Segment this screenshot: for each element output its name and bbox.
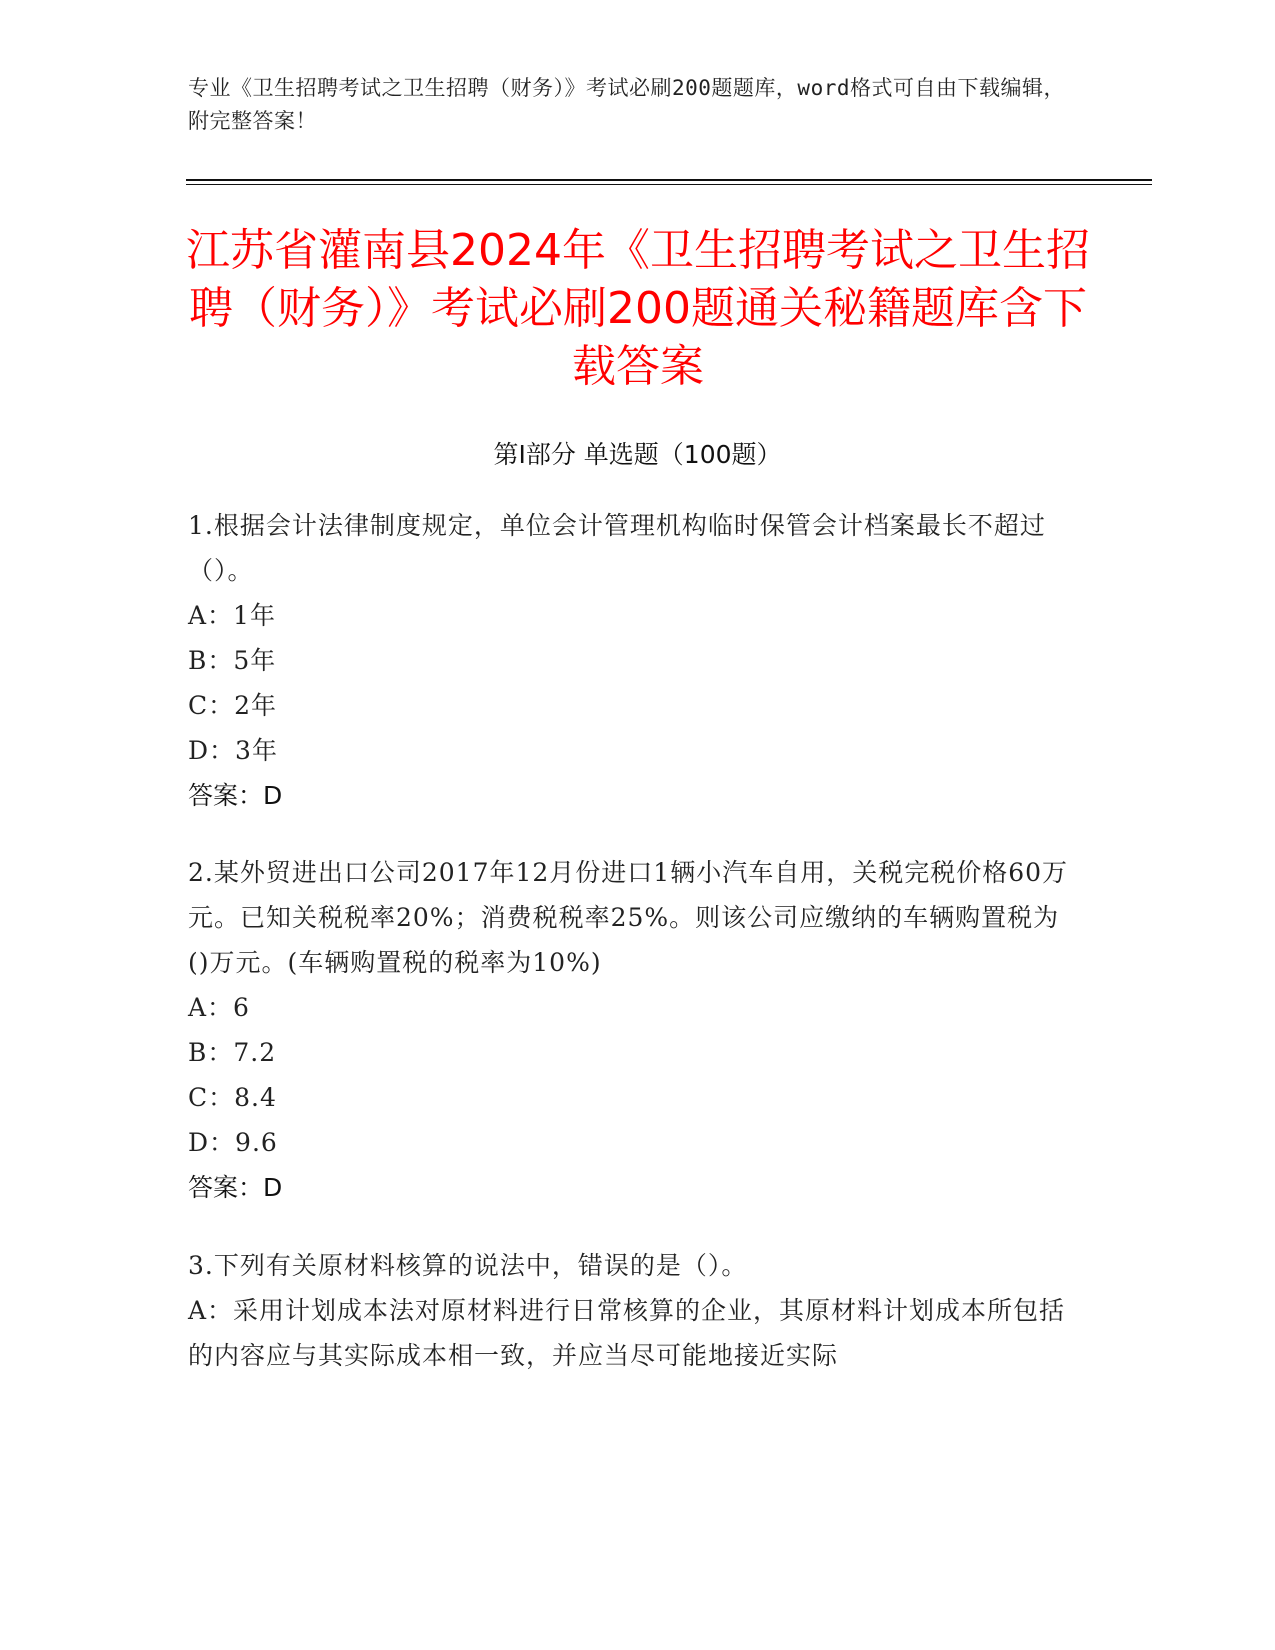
header-note: 专业《卫生招聘考试之卫生招聘（财务）》考试必刷200题题库，word格式可自由下载编辑，附完整答案！: [188, 76, 1065, 133]
question-2-option-c: C：8.4: [188, 1083, 277, 1112]
question-1-text: 1.根据会计法律制度规定，单位会计管理机构临时保管会计档案最长不超过（）。: [188, 511, 1046, 585]
question-1-option-c: C：2年: [188, 691, 278, 720]
question-2-text: 2.某外贸进出口公司2017年12月份进口1辆小汽车自用，关税完税价格60万元。已知关税税率20%；消费税税率25%。则该公司应缴纳的车辆购置税为()万元。(车辆购置税的税率为10%): [188, 858, 1069, 977]
question-1-option-a: A：1年: [188, 601, 276, 630]
question-2-option-a: A：6: [188, 993, 250, 1022]
question-1-option-b: B：5年: [188, 646, 277, 675]
header-rule-thick: [186, 179, 1152, 181]
header-rule-thin: [186, 184, 1152, 185]
question-1-option-d: D：3年: [188, 736, 278, 765]
document-title: 江苏省灌南县2024年《卫生招聘考试之卫生招聘（财务）》考试必刷200题通关秘籍题库含下载答案: [186, 225, 1090, 392]
question-3-text: 3.下列有关原材料核算的说法中，错误的是（）。: [188, 1251, 748, 1280]
question-1: [188, 503, 1068, 818]
question-2: [188, 850, 1068, 1210]
question-1-answer: 答案：D: [188, 781, 283, 810]
question-3-option-a: A：采用计划成本法对原材料进行日常核算的企业，其原材料计划成本所包括的内容应与其实际成本相一致，并应当尽可能地接近实际: [188, 1296, 1066, 1370]
question-2-option-b: B：7.2: [188, 1038, 277, 1067]
question-2-option-d: D：9.6: [188, 1128, 278, 1157]
question-3: [188, 1243, 1068, 1378]
question-2-answer: 答案：D: [188, 1173, 283, 1202]
section-title: 第Ⅰ部分 单选题（100题）: [493, 440, 782, 469]
